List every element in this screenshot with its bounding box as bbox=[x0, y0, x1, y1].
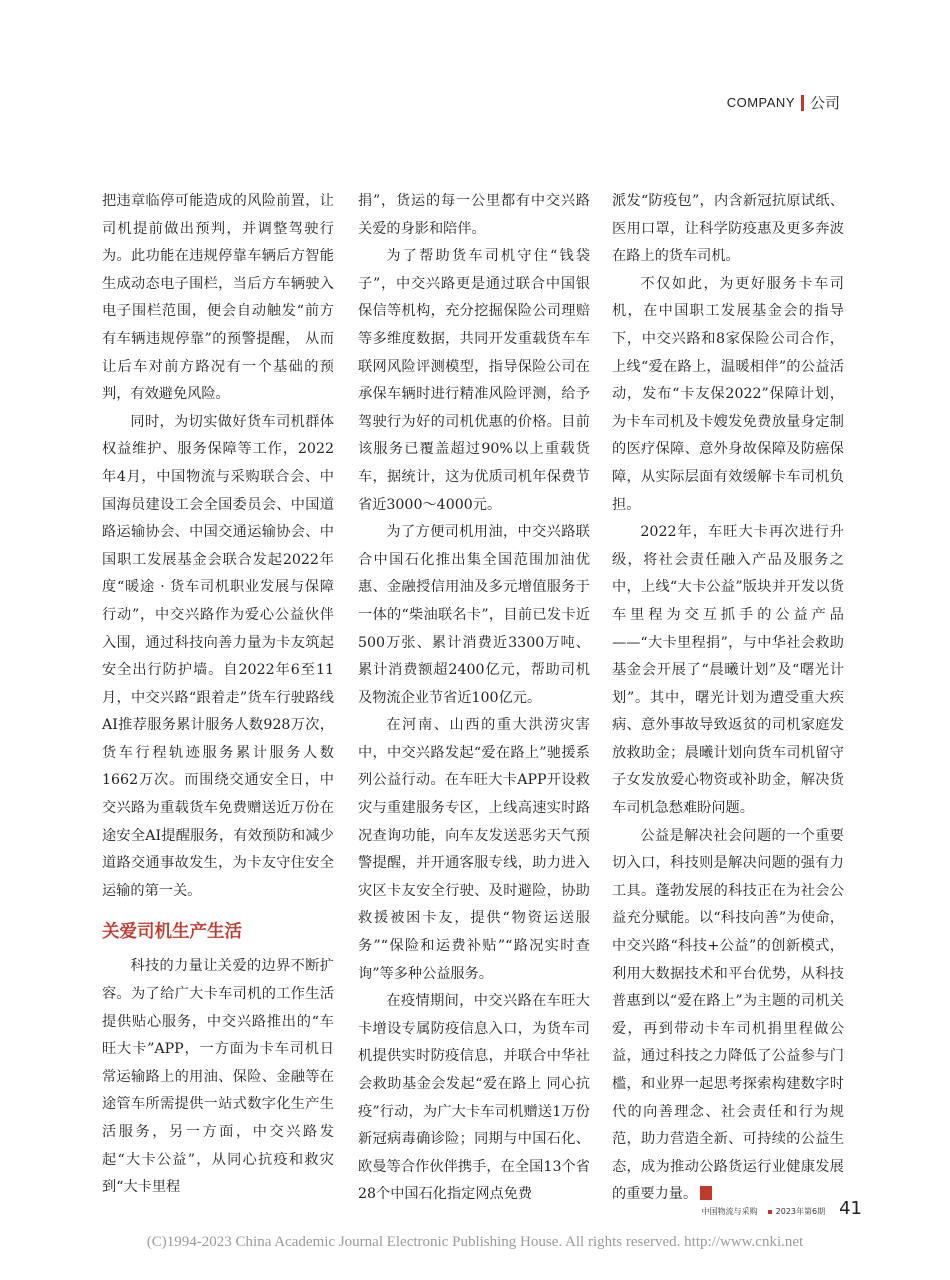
journal-issue: 2023年第6期 bbox=[775, 1207, 826, 1216]
running-header bbox=[727, 92, 840, 113]
paragraph: 为了方便司机用油，中交兴路联合中国石化推出集全国范围加油优惠、金融授信用油及多元增值服务于一体的“柴油联名卡”，目前已发卡近500万张、累计消费近3300万吨、累计消费额超2400亿元，帮助司机及物流企业节省近100亿元。 bbox=[358, 524, 590, 706]
page-number: 41 bbox=[839, 1198, 862, 1219]
copyright-notice: (C)1994-2023 China Academic Journal Electronic Publishing House. All rights reserved. http://www.cnki.net bbox=[146, 1234, 804, 1250]
header-divider bbox=[801, 95, 804, 111]
paragraph: 派发“防疫包”，内含新冠抗原试纸、医用口罩，让科学防疫惠及更多奔波在路上的货车司机。 bbox=[612, 193, 844, 265]
paragraph: 在疫情期间，中交兴路在车旺大卡增设专属防疫信息入口，为货车司机提供实时防疫信息，并联合中华社会救助基金会发起“爱在路上 同心抗疫”行动，为广大卡车司机赠送1万份新冠病毒确诊险；同期与中国石化、欧曼等合作伙伴携手，在全国13个省28个中国石化指定网点免费 bbox=[358, 993, 590, 1203]
header-section-zh: 公司 bbox=[809, 95, 840, 112]
journal-name: 中国物流与采购 bbox=[701, 1207, 758, 1216]
column-1 bbox=[102, 188, 334, 1202]
paragraph: 为了帮助货车司机守住“钱袋子”，中交兴路更是通过联合中国银保信等机构，充分挖掘保险公司理赔等多维度数据，共同开发重载货车车联网风险评测模型，指导保险公司在承保车辆时进行精准风险评测，给予驾驶行为好的司机优惠的价格。目前该服务已覆盖超过90%以上重载货车，据统计，这为优质司机年保费节省近3000～4000元。 bbox=[358, 248, 590, 513]
paragraph: 不仅如此，为更好服务卡车司机，在中国职工发展基金会的指导下，中交兴路和8家保险公司合作，上线“爱在路上，温暖相伴”的公益活动，发布“卡友保2022”保障计划，为卡车司机及卡嫂发免费放量身定制的医疗保障、意外身故保障及防癌保障，从实际层面有效缓解卡车司机负担。 bbox=[612, 275, 844, 513]
section-heading: 关爱司机生产生活 bbox=[102, 922, 242, 943]
paragraph: 把违章临停可能造成的风险前置，让司机提前做出预判，并调整驾驶行为。此功能在违规停靠车辆后方智能生成动态电子围栏，当后方车辆驶入电子围栏范围，便会自动触发“前方有车辆违规停靠”的预警提醒， 从而让后车对前方路况有一个基础的预判，有效避免风险。 bbox=[102, 193, 334, 403]
column-2 bbox=[358, 188, 590, 1209]
paragraph: 在河南、山西的重大洪涝灾害中，中交兴路发起“爱在路上”驰援系列公益行动。在车旺大卡APP开设救灾与重建服务专区，上线高速实时路况查询功能，向车友发送恶劣天气预警提醒，并开通客服专线，助力进入灾区卡友安全行驶、及时避险，协助救援被困卡友，提供“物资运送服务”“保险和运费补贴”“路况实时查询”等多种公益服务。 bbox=[358, 717, 590, 982]
paragraph: 科技的力量让关爱的边界不断扩容。为了给广大卡车司机的工作生活提供贴心服务，中交兴路推出的“车旺大卡”APP，一方面为卡车司机日常运输路上的用油、保险、金融等在途管车所需提供一站式数字化生产生活服务，另一方面，中交兴路发起“大卡公益”，从同心抗疫和救灾到“大卡里程 bbox=[102, 958, 334, 1196]
paragraph: 2022年，车旺大卡再次进行升级，将社会责任融入产品及服务之中，上线“大卡公益”版块并开发以货车里程为交互抓手的公益产品——“大卡里程捐”，与中华社会救助基金会开展了“晨曦计划”及“曙光计划”。其中，曙光计划为遭受重大疾病、意外事故导致返贫的司机家庭发放救助金；晨曦计划向货车司机留守子女发放爱心物资或补助金，解决货车司机急愁难盼问题。 bbox=[612, 524, 844, 817]
paragraph: 捐”，货运的每一公里都有中交兴路关爱的身影和陪伴。 bbox=[358, 193, 590, 237]
footer-separator-icon bbox=[768, 1210, 772, 1214]
page-footer bbox=[702, 1198, 862, 1219]
paragraph: 同时，为切实做好货车司机群体权益维护、服务保障等工作，2022年4月，中国物流与采购联合会、中国海员建设工会全国委员会、中国道路运输协会、中国交通运输协会、中国职工发展基金会联合发起2022年度“暖途 · 货车司机职业发展与保障行动”，中交兴路作为爱心公益伙伴入围，通过科技向善力量为卡友筑起安全出行防护墙。自2022年6至11月，中交兴路“跟着走”货车行驶路线AI推荐服务累计服务人数928万次，货车行程轨迹服务累计服务人数1662万次。而围绕交通安全日，中交兴路为重载货车免费赠送近万份在途安全AI提醒服务，有效预防和减少道路交通事故发生，为卡友守住安全运输的第一关。 bbox=[102, 413, 334, 899]
paragraph bbox=[612, 823, 844, 1209]
header-section-en: COMPANY bbox=[726, 95, 795, 110]
paragraph-text: 公益是解决社会问题的一个重要切入口，科技则是解决问题的强有力工具。蓬勃发展的科技正在为社会公益充分赋能。以“科技向善”为使命，中交兴路“科技+公益”的创新模式，利用大数据技术和平台优势，从科技普惠到以“爱在路上”为主题的司机关爱，再到带动卡车司机捐里程做公益，通过科技之力降低了公益参与门槛，和业界一起思考探索构建数字时代的向善理念、社会责任和行为规范，助力营造全新、可持续的公益生态，成为推动公路货运行业健康发展的重要力量。 bbox=[612, 827, 844, 1203]
column-3 bbox=[612, 188, 844, 1209]
